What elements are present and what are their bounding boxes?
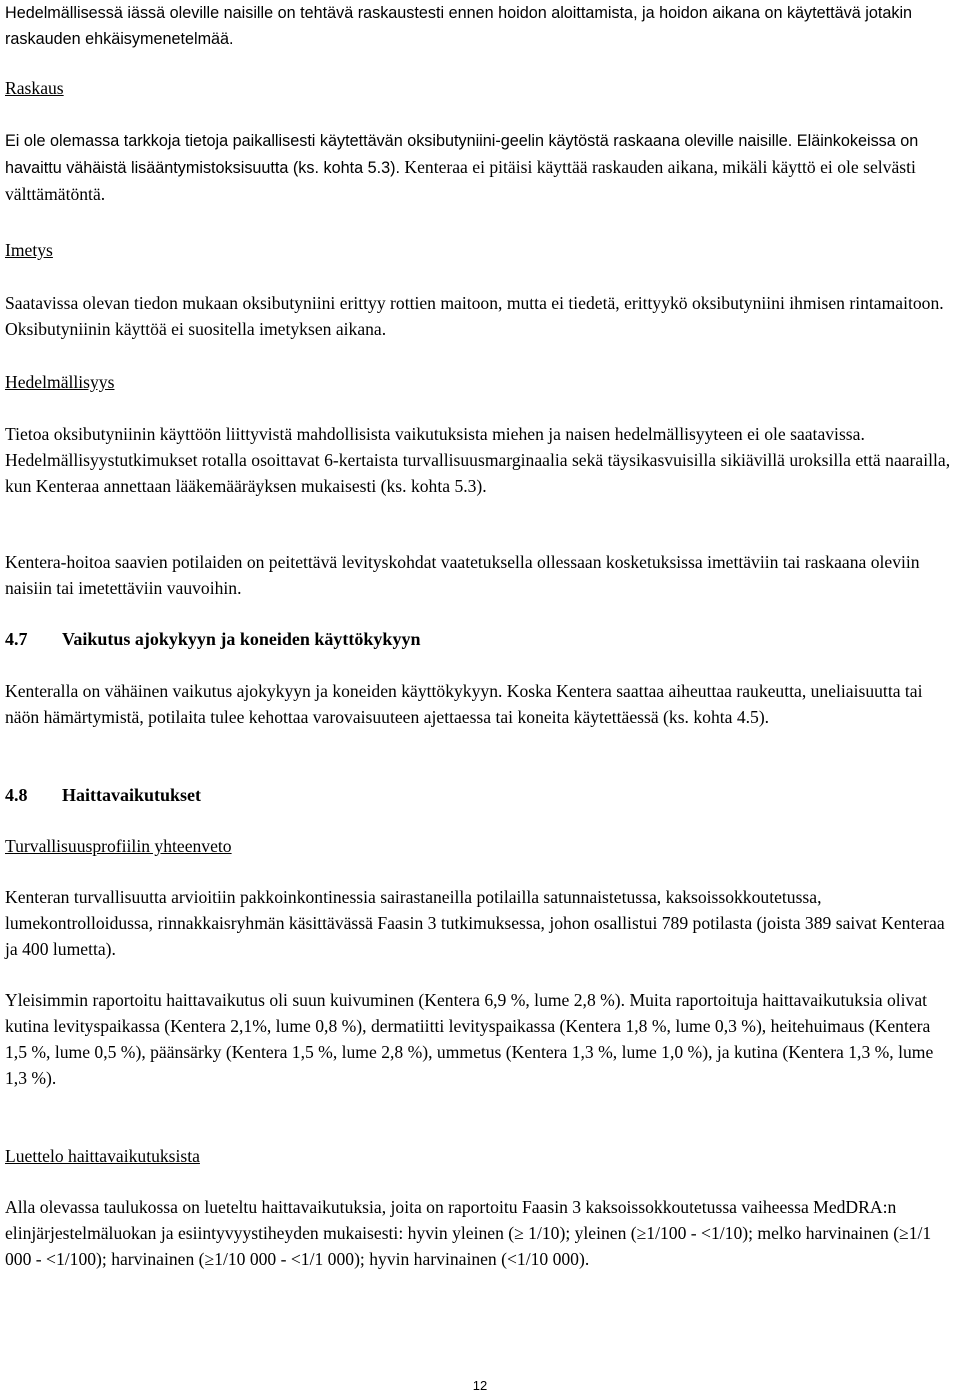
raskaus-heading: Raskaus — [5, 78, 64, 98]
turvallisuusprofiili-paragraph: Kenteran turvallisuutta arvioitiin pakkoinkontinessia sairastaneilla potilailla satunnaistetussa, kaksoissokkoutetussa, lumekontrolloidussa, rinnakkaisryhmän käsittävässä Faasin 3 tutkimuksessa, johon osallistui 789 potilasta (joista 389 saivat Kenteraa ja 400 lumetta). — [5, 887, 945, 959]
imetys-paragraph: Saatavissa olevan tiedon mukaan oksibutyniini erittyy rottien maitoon, mutta ei tiedetä, erittyykö oksibutyniini ihmisen rintamaitoon. Oksibutyniinin käyttöä ei suositella imetyksen aikana. — [5, 293, 944, 339]
section-4-7-paragraph: Kenteralla on vähäinen vaikutus ajokykyyn ja koneiden käyttökykyyn. Koska Kentera saattaa aiheuttaa raukeutta, uneliaisuutta tai näön hämärtymistä, potilaita tulee kehottaa varovaisuuteen ajettaessa tai koneita käytettäessä (ks. kohta 4.5). — [5, 681, 923, 727]
section-4-7-heading — [5, 626, 955, 652]
raskaus-text-sans: Ei ole olemassa tarkkoja tietoja paikallisesti käytettävän oksibutyniini-geelin käytöstä raskaana oleville naisille. Eläinkokeissa on havaittu vähäistä lisääntymistoksisuutta (ks. kohta 5.3). — [5, 132, 919, 177]
hedelmallisyys-paragraph: Tietoa oksibutyniinin käyttöön liittyvistä mahdollisista vaikutuksista miehen ja naisen hedelmällisyyteen ei ole saatavissa. Hedelmällisyystutkimukset rotalla osoittavat 6-kertaista turvallisuusmarginaalia sekä täysikasvuisilla sikiävillä uroksilla että naarailla, kun Kenteraa annettaan lääkemääräyksen mukaisesti (ks. kohta 5.3). — [5, 424, 951, 496]
hedelmallisyys-heading: Hedelmällisyys — [5, 372, 115, 392]
luettelo-heading: Luettelo haittavaikutuksista — [5, 1146, 200, 1166]
turvallisuusprofiili-heading: Turvallisuusprofiilin yhteenveto — [5, 836, 232, 856]
section-4-7-number: 4.7 — [5, 629, 28, 649]
kentera-hoito-paragraph: Kentera-hoitoa saavien potilaiden on peitettävä levityskohdat vaatetuksella ollessaan kosketuksissa imettäviin tai raskaana oleviin naisiin tai imetettäviin vauvoihin. — [5, 552, 920, 598]
imetys-heading: Imetys — [5, 240, 53, 260]
section-4-8-title: Haittavaikutukset — [62, 785, 202, 805]
section-4-7-title: Vaikutus ajokykyyn ja koneiden käyttökykyyn — [62, 629, 421, 649]
raskaus-paragraph — [5, 127, 955, 207]
section-4-8-heading — [5, 782, 955, 808]
page-number: 12 — [472, 1378, 488, 1393]
luettelo-paragraph: Alla olevassa taulukossa on lueteltu haittavaikutuksia, joita on raportoitu Faasin 3 kaksoissokkoutetussa vaiheessa MedDRA:n elinjärjestelmäluokan ja esiintyvyystiheyden mukaisesti: hyvin yleinen (≥ 1/10); yleinen (≥1/100 - <1/10); melko harvinainen (≥1/1 000 - <1/100); harvinainen (≥1/10 000 - <1/1 000); hyvin harvinainen (<1/10 000). — [5, 1197, 932, 1269]
yleisimmin-paragraph: Yleisimmin raportoitu haittavaikutus oli suun kuivuminen (Kentera 6,9 %, lume 2,8 %). Muita raportoituja haittavaikutuksia olivat kutina levityspaikassa (Kentera 2,1%, lume 0,8 %), dermatiitti levityspaikassa (Kentera 1,8 %, lume 0,3 %), heitehuimaus (Kentera 1,5 %, lume 0,5 %), päänsärky (Kentera 1,5 %, lume 2,8 %), ummetus (Kentera 1,3 %, lume 1,0 %), ja kutina (Kentera 1,3 %, lume 1,3 %). — [5, 990, 934, 1088]
raskaus-text-serif: Kenteraa ei pitäisi käyttää raskauden aikana, mikäli käyttö ei ole selvästi välttämätöntä. — [5, 157, 916, 204]
section-4-8-number: 4.8 — [5, 785, 28, 805]
intro-paragraph: Hedelmällisessä iässä oleville naisille on tehtävä raskaustesti ennen hoidon aloittamista, ja hoidon aikana on käytettävä jotakin raskauden ehkäisymenetelmää. — [5, 4, 913, 48]
